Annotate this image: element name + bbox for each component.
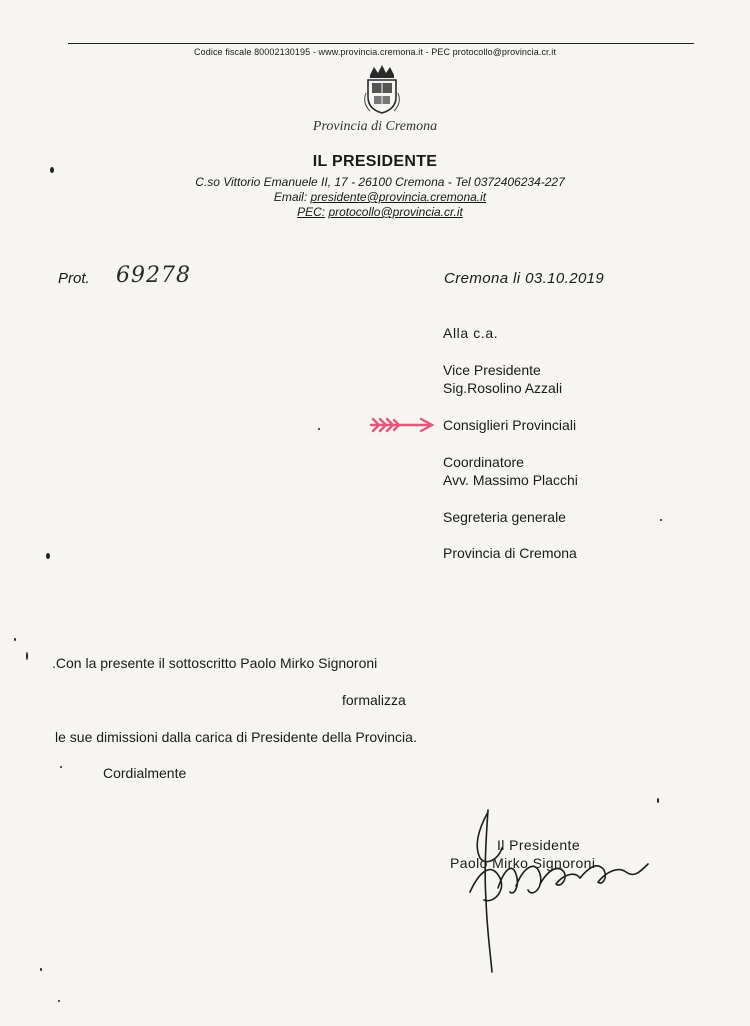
scan-speck xyxy=(58,1000,60,1002)
coordinator-name: Avv. Massimo Placchi xyxy=(443,472,578,488)
recipient-secretariat: Segreteria generale xyxy=(443,509,566,525)
pec-link[interactable]: protocollo@provincia.cr.it xyxy=(328,205,463,219)
vice-president-role: Vice Presidente xyxy=(443,362,541,378)
signature-name: Paolo Mirko Signoroni xyxy=(450,855,596,871)
body-line-3: le sue dimissioni dalla carica di Presidente della Provincia. xyxy=(55,729,417,745)
scan-speck xyxy=(46,553,50,559)
email-line xyxy=(0,190,750,204)
pec-line xyxy=(0,205,750,219)
recipient-councillors: Consiglieri Provinciali xyxy=(443,417,577,433)
scan-speck xyxy=(40,968,42,971)
scan-speck xyxy=(14,638,16,641)
scan-speck xyxy=(318,428,320,430)
handwritten-signature xyxy=(440,800,670,980)
body-line-1: .Con la presente il sottoscritto Paolo Mirko Signoroni xyxy=(52,655,378,671)
scan-speck xyxy=(26,652,28,660)
recipient-coordinator xyxy=(443,453,578,489)
header-rule xyxy=(68,43,694,44)
email-label: Email: xyxy=(273,190,308,204)
office-address: C.so Vittorio Emanuele II, 17 - 26100 Cremona - Tel 0372406234-227 xyxy=(195,175,565,189)
province-name-script: Provincia di Cremona xyxy=(312,119,438,134)
protocol-number: 69278 xyxy=(116,263,191,288)
coordinator-role: Coordinatore xyxy=(443,454,524,470)
signature-title: Il Presidente xyxy=(497,837,581,853)
fiscal-info-line: Codice fiscale 80002130195 - www.provincia.cremona.it - PEC protocollo@provincia.cr.it xyxy=(194,47,556,57)
highlight-arrow-icon xyxy=(369,414,435,436)
email-link[interactable]: presidente@provincia.cremona.it xyxy=(310,190,487,204)
letter-title: IL PRESIDENTE xyxy=(312,153,438,170)
scan-speck xyxy=(50,167,54,173)
date-line: Cremona li 03.10.2019 xyxy=(444,270,605,287)
recipient-province: Provincia di Cremona xyxy=(443,545,577,561)
closing-line: Cordialmente xyxy=(103,765,187,781)
province-crest-icon xyxy=(362,63,402,115)
attention-line: Alla c.a. xyxy=(443,325,499,341)
protocol-label: Prot. xyxy=(58,270,90,287)
scan-speck xyxy=(657,798,659,803)
body-line-2: formalizza xyxy=(342,692,406,708)
recipient-vice-president xyxy=(443,361,562,397)
pec-label: PEC: xyxy=(297,205,326,219)
scan-speck xyxy=(60,766,62,768)
scan-speck xyxy=(660,519,662,521)
vice-president-name: Sig.Rosolino Azzali xyxy=(443,380,563,396)
